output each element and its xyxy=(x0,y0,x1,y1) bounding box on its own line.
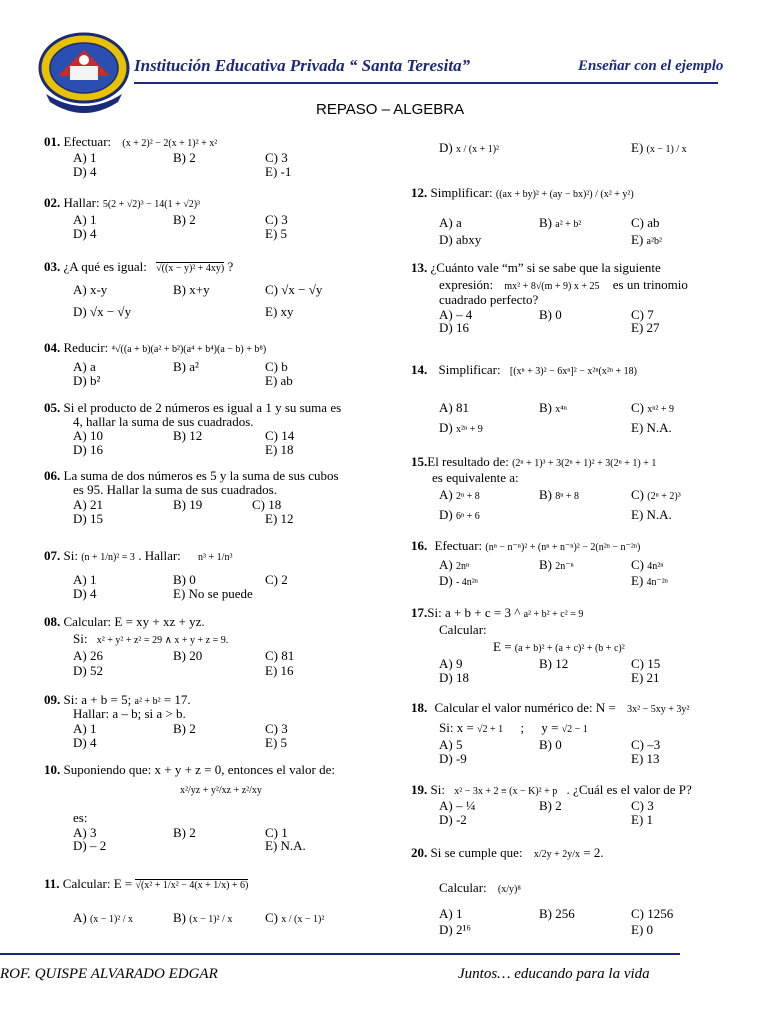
option-b: B) a² xyxy=(173,359,199,374)
school-motto: Enseñar con el ejemplo xyxy=(578,58,724,74)
question-13-line2: expresión: mx² + 8√(m + 9) x + 25 es un trinomio xyxy=(439,277,688,292)
option-d: D) – 2 xyxy=(73,838,107,853)
option-e: E) 16 xyxy=(265,663,294,678)
option-d: D) 16 xyxy=(73,442,103,457)
option-c: C) xⁿ² + 9 xyxy=(631,400,675,415)
option-c: C) 2 xyxy=(265,572,288,587)
option-d: D) x / (x + 1)² xyxy=(439,140,500,155)
option-b: B) 2n⁻ⁿ xyxy=(539,557,574,572)
option-a: A) – 4 xyxy=(439,307,473,322)
option-e: E) xy xyxy=(265,304,294,319)
question-10-expr: x²/yz + y²/xz + z²/xy xyxy=(180,785,262,796)
option-b: B) 12 xyxy=(173,428,203,443)
option-d: D) - 4n²ⁿ xyxy=(439,573,478,588)
option-c: C) 14 xyxy=(265,428,295,443)
question-18-line2: Si: x = √2 + 1 ; y = √2 − 1 xyxy=(439,720,588,735)
option-a: A) 2ⁿ + 8 xyxy=(439,487,480,502)
school-crest-icon xyxy=(36,28,132,116)
option-e: E) a²b² xyxy=(631,232,662,247)
question-17: 17.Si: a + b + c = 3 ^ a² + b² + c² = 9 xyxy=(411,605,584,620)
question-13: 13. ¿Cuánto vale “m” si se sabe que la siguiente xyxy=(411,260,661,275)
option-d: D) 2¹⁶ xyxy=(439,922,471,937)
option-b: B) 2 xyxy=(173,150,196,165)
option-c: C) 3 xyxy=(631,798,654,813)
page-title: REPASO – ALGEBRA xyxy=(316,101,465,118)
option-b: B) 0 xyxy=(539,307,562,322)
option-b: B) (x − 1)² / x xyxy=(173,910,233,925)
option-c: C) 7 xyxy=(631,307,654,322)
question-08-line2: Si: x² + y² + z² = 29 ∧ x + y + z = 9. xyxy=(73,631,229,646)
option-a: A) – ¼ xyxy=(439,798,476,813)
option-c: C) 1 xyxy=(265,825,288,840)
option-e: E) 18 xyxy=(265,442,294,457)
option-a: A) x-y xyxy=(73,282,108,297)
question-05-line2: 4, hallar la suma de sus cuadrados. xyxy=(73,414,254,429)
option-d: D) 15 xyxy=(73,511,103,526)
option-c: C) 1256 xyxy=(631,906,674,921)
option-d: D) 4 xyxy=(73,586,97,601)
option-e: E) 0 xyxy=(631,922,654,937)
option-b: B) x+y xyxy=(173,282,210,297)
question-19: 19. Si: x² − 3x + 2 ≡ (x − K)² + p . ¿Cuál es el valor de P? xyxy=(411,782,692,797)
option-c: C) (2ⁿ + 2)³ xyxy=(631,487,681,502)
option-d: D) abxy xyxy=(439,232,482,247)
option-e: E) (x − 1) / x xyxy=(631,140,687,155)
question-15-line2: es equivalente a: xyxy=(432,470,519,485)
option-e: E) -1 xyxy=(265,164,292,179)
option-e: E) 13 xyxy=(631,751,660,766)
option-b: B) 2 xyxy=(173,212,196,227)
option-c: C) 81 xyxy=(265,648,295,663)
question-08: 08. Calcular: E = xy + xz + yz. xyxy=(44,614,205,629)
option-e: E) 5 xyxy=(265,735,288,750)
option-a: A) 1 xyxy=(73,212,97,227)
option-d: D) -9 xyxy=(439,751,467,766)
question-10-line2: es: xyxy=(73,810,88,825)
option-d: D) -2 xyxy=(439,812,467,827)
option-c: C) –3 xyxy=(631,737,661,752)
option-a: A) 1 xyxy=(439,906,463,921)
option-e: E) 5 xyxy=(265,226,288,241)
option-c: C) b xyxy=(265,359,288,374)
question-20-line2: Calcular: (x/y)⁸ xyxy=(439,880,521,895)
option-a: A) 1 xyxy=(73,150,97,165)
institution-name: Institución Educativa Privada “ Santa Teresita” xyxy=(134,56,471,75)
option-a: A) 2nⁿ xyxy=(439,557,470,572)
option-c: C) ab xyxy=(631,215,660,230)
question-04: 04. Reducir: ⁴√((a + b)(a² + b²)(a⁴ + b⁴)(a − b) + b⁸) xyxy=(44,340,267,355)
option-b: B) 12 xyxy=(539,656,569,671)
option-c: C) √x − √y xyxy=(265,282,323,297)
option-a: A) 5 xyxy=(439,737,463,752)
option-d: D) 4 xyxy=(73,164,97,179)
footer-rule xyxy=(0,953,680,955)
option-b: B) a² + b² xyxy=(539,215,582,230)
question-17-line2: Calcular: xyxy=(439,622,487,637)
footer-slogan: Juntos… educando para la vida xyxy=(458,966,650,982)
option-b: B) 2 xyxy=(173,825,196,840)
option-d: D) 16 xyxy=(439,320,469,335)
option-a: A) 10 xyxy=(73,428,103,443)
option-e: E) 27 xyxy=(631,320,660,335)
option-c: C) x / (x − 1)² xyxy=(265,910,325,925)
question-06: 06. La suma de dos números es 5 y la suma de sus cubos xyxy=(44,468,339,483)
option-e: E) 4n⁻²ⁿ xyxy=(631,573,668,588)
option-a: A) 26 xyxy=(73,648,103,663)
question-01: 01. Efectuar: (x + 2)² − 2(x + 1)² + x² xyxy=(44,134,218,149)
header-rule xyxy=(134,82,718,84)
option-b: B) 19 xyxy=(173,497,203,512)
option-a: A) 81 xyxy=(439,400,469,415)
question-07: 07. Si: (n + 1/n)² = 3 . Hallar: n³ + 1/n³ xyxy=(44,548,233,563)
option-e: E) N.A. xyxy=(631,420,672,435)
option-b: B) 2 xyxy=(539,798,562,813)
option-e: E) 12 xyxy=(265,511,294,526)
option-b: B) x⁴ⁿ xyxy=(539,400,567,415)
option-e: E) N.A. xyxy=(265,838,306,853)
option-e: E) N.A. xyxy=(631,507,672,522)
question-14: 14. Simplificar: [(xⁿ + 3)² − 6xⁿ]² − x²ⁿ(x²ⁿ + 18) xyxy=(411,362,637,377)
option-d: D) 4 xyxy=(73,735,97,750)
option-b: B) 256 xyxy=(539,906,575,921)
option-d: D) √x − √y xyxy=(73,304,132,319)
option-d: D) 6ⁿ + 6 xyxy=(439,507,480,522)
question-05: 05. Si el producto de 2 números es igual a 1 y su suma es xyxy=(44,400,342,415)
question-11: 11. Calcular: E = √(x² + 1/x² − 4(x + 1/x) + 6) xyxy=(44,876,249,891)
option-b: B) 20 xyxy=(173,648,203,663)
option-d: D) 52 xyxy=(73,663,103,678)
option-a: A) a xyxy=(73,359,96,374)
question-18: 18. Calcular el valor numérico de: N = 3x² − 5xy + 3y² xyxy=(411,700,690,715)
option-d: D) b² xyxy=(73,373,101,388)
option-a: A) 3 xyxy=(73,825,97,840)
option-c: C) 15 xyxy=(631,656,661,671)
question-09: 09. Si: a + b = 5; a² + b² = 17. xyxy=(44,692,191,707)
option-a: A) 21 xyxy=(73,497,103,512)
question-16: 16. Efectuar: (nⁿ − n⁻ⁿ)² + (nⁿ + n⁻ⁿ)² − 2(n²ⁿ − n⁻²ⁿ) xyxy=(411,538,641,553)
question-06-line2: es 95. Hallar la suma de sus cuadrados. xyxy=(73,482,277,497)
option-d: D) 18 xyxy=(439,670,469,685)
option-b: B) 2 xyxy=(173,721,196,736)
question-03: 03. ¿A qué es igual: √((x − y)² + 4xy) ? xyxy=(44,259,234,274)
question-13-line3: cuadrado perfecto? xyxy=(439,292,539,307)
question-20: 20. Si se cumple que: x/2y + 2y/x = 2. xyxy=(411,845,604,860)
option-b: B) 8ⁿ + 8 xyxy=(539,487,580,502)
option-e: E) 21 xyxy=(631,670,660,685)
option-b: B) 0 xyxy=(173,572,196,587)
question-10: 10. Suponiendo que: x + y + z = 0, entonces el valor de: xyxy=(44,762,335,777)
footer-teacher: ROF. QUISPE ALVARADO EDGAR xyxy=(0,966,218,982)
question-17-line3: E = (a + b)² + (a + c)² + (b + c)² xyxy=(493,639,625,654)
option-c: C) 18 xyxy=(252,497,282,512)
option-c: C) 3 xyxy=(265,721,288,736)
option-c: C) 3 xyxy=(265,150,288,165)
option-c: C) 4n²ⁿ xyxy=(631,557,664,572)
option-a: A) a xyxy=(439,215,462,230)
option-e: E) ab xyxy=(265,373,293,388)
option-b: B) 0 xyxy=(539,737,562,752)
question-02: 02. Hallar: 5(2 + √2)³ − 14(1 + √2)³ xyxy=(44,195,201,210)
option-a: A) (x − 1)² / x xyxy=(73,910,134,925)
option-a: A) 9 xyxy=(439,656,463,671)
option-c: C) 3 xyxy=(265,212,288,227)
option-d: D) x²ⁿ + 9 xyxy=(439,420,483,435)
question-12: 12. Simplificar: ((ax + by)² + (ay − bx)²) / (x² + y²) xyxy=(411,185,634,200)
question-09-line2: Hallar: a – b; si a > b. xyxy=(73,706,186,721)
option-a: A) 1 xyxy=(73,572,97,587)
option-e: E) No se puede xyxy=(173,586,253,601)
option-a: A) 1 xyxy=(73,721,97,736)
option-d: D) 4 xyxy=(73,226,97,241)
option-e: E) 1 xyxy=(631,812,654,827)
question-15: 15.El resultado de: (2ⁿ + 1)³ + 3(2ⁿ + 1)² + 3(2ⁿ + 1) + 1 xyxy=(411,454,657,469)
